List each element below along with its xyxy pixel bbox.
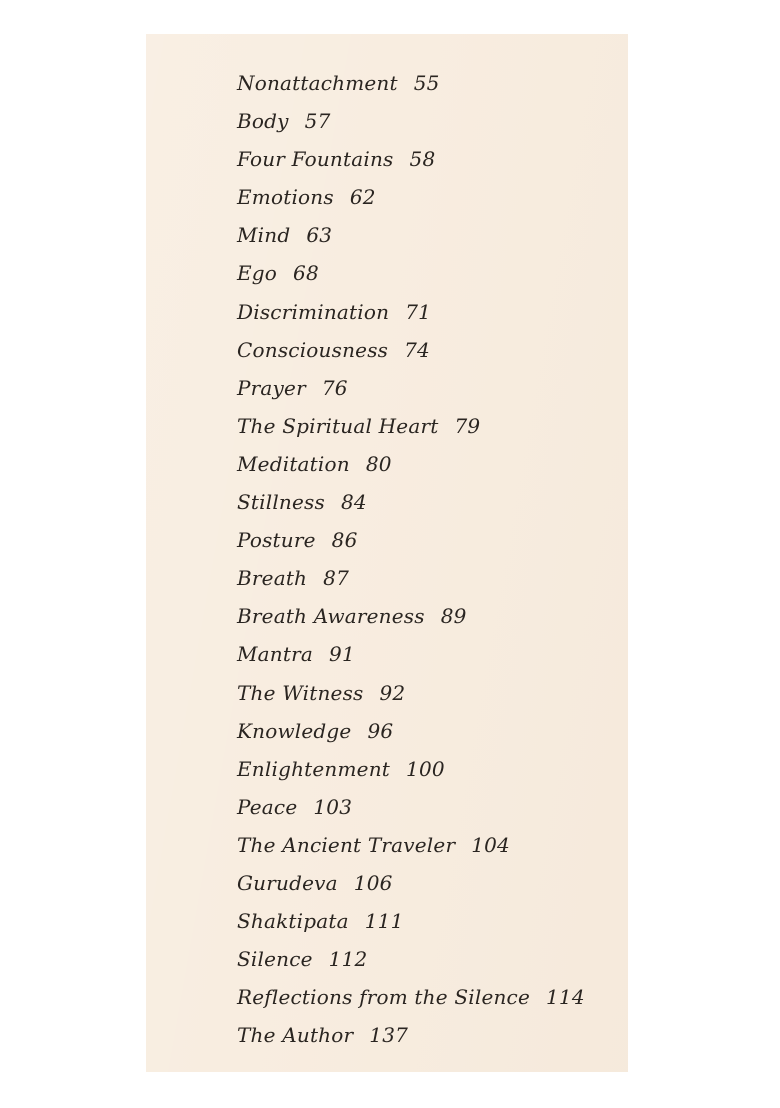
toc-entry bbox=[237, 64, 585, 102]
toc-entry bbox=[237, 178, 585, 216]
book-page bbox=[146, 34, 628, 1072]
toc-title: The Witness bbox=[237, 680, 364, 705]
toc-entry bbox=[237, 635, 585, 673]
toc-page-number: 100 bbox=[406, 756, 445, 781]
toc-page-number: 96 bbox=[367, 718, 394, 743]
toc-title: Shaktipata bbox=[237, 909, 349, 934]
toc-title: The Author bbox=[237, 1023, 354, 1048]
toc-title: Gurudeva bbox=[237, 870, 338, 895]
toc-title: Peace bbox=[237, 794, 298, 819]
toc-entry bbox=[237, 521, 585, 559]
toc-entry bbox=[237, 559, 585, 597]
toc-page-number: 114 bbox=[546, 985, 585, 1010]
toc-title: The Ancient Traveler bbox=[237, 832, 456, 857]
toc-entry bbox=[237, 940, 585, 978]
toc-title: Breath bbox=[237, 566, 308, 591]
toc-title: Discrimination bbox=[237, 299, 390, 324]
toc-entry bbox=[237, 331, 585, 369]
toc-title: The Spiritual Heart bbox=[237, 413, 439, 438]
toc-page-number: 55 bbox=[413, 71, 440, 95]
toc-entry bbox=[237, 674, 585, 712]
table-of-contents bbox=[237, 64, 585, 1054]
toc-entry bbox=[237, 1016, 585, 1054]
toc-page-number: 137 bbox=[369, 1023, 409, 1048]
toc-page-number: 89 bbox=[440, 604, 467, 629]
toc-title: Posture bbox=[237, 528, 316, 553]
toc-page-number: 71 bbox=[405, 299, 432, 324]
toc-page-number: 68 bbox=[293, 261, 319, 286]
toc-page-number: 111 bbox=[364, 909, 404, 934]
toc-title: Consciousness bbox=[237, 337, 389, 362]
toc-page-number: 62 bbox=[349, 185, 376, 210]
toc-page-number: 106 bbox=[353, 870, 393, 895]
toc-page-number: 76 bbox=[321, 375, 348, 400]
toc-page-number: 92 bbox=[379, 680, 406, 705]
toc-title: Silence bbox=[237, 947, 313, 972]
toc-entry bbox=[237, 712, 585, 750]
toc-entry bbox=[237, 826, 585, 864]
toc-entry bbox=[237, 445, 585, 483]
toc-title: Mind bbox=[237, 223, 291, 248]
toc-title: Enlightenment bbox=[237, 756, 391, 781]
toc-entry bbox=[237, 597, 585, 635]
toc-title: Knowledge bbox=[237, 718, 352, 743]
toc-page-number: 91 bbox=[329, 642, 355, 667]
toc-title: Reflections from the Silence bbox=[237, 985, 530, 1010]
toc-title: Prayer bbox=[237, 375, 306, 400]
toc-page-number: 103 bbox=[313, 794, 353, 819]
toc-page-number: 112 bbox=[328, 947, 368, 972]
toc-page-number: 86 bbox=[331, 528, 358, 553]
toc-page-number: 63 bbox=[306, 223, 333, 248]
toc-title: Meditation bbox=[237, 451, 350, 476]
toc-entry bbox=[237, 407, 585, 445]
toc-page-number: 58 bbox=[409, 147, 436, 172]
toc-title: Emotions bbox=[237, 185, 334, 210]
toc-entry bbox=[237, 978, 585, 1016]
toc-title: Nonattachment bbox=[237, 71, 398, 95]
toc-page-number: 104 bbox=[471, 832, 510, 857]
toc-title: Ego bbox=[237, 261, 278, 286]
toc-page-number: 79 bbox=[454, 413, 481, 438]
toc-entry bbox=[237, 750, 585, 788]
toc-title: Mantra bbox=[237, 642, 314, 667]
toc-entry bbox=[237, 864, 585, 902]
toc-entry bbox=[237, 293, 585, 331]
toc-entry bbox=[237, 369, 585, 407]
toc-entry bbox=[237, 483, 585, 521]
toc-page-number: 87 bbox=[323, 566, 349, 591]
toc-page-number: 84 bbox=[340, 490, 367, 515]
toc-title: Breath Awareness bbox=[237, 604, 425, 629]
toc-title: Body bbox=[237, 109, 289, 134]
toc-page-number: 80 bbox=[365, 451, 392, 476]
toc-entry bbox=[237, 254, 585, 292]
toc-page-number: 74 bbox=[404, 337, 430, 362]
toc-entry bbox=[237, 902, 585, 940]
toc-title: Four Fountains bbox=[237, 147, 394, 172]
toc-entry bbox=[237, 216, 585, 254]
toc-entry bbox=[237, 140, 585, 178]
toc-page-number: 57 bbox=[304, 109, 331, 134]
toc-entry bbox=[237, 102, 585, 140]
toc-entry bbox=[237, 788, 585, 826]
toc-title: Stillness bbox=[237, 490, 325, 515]
